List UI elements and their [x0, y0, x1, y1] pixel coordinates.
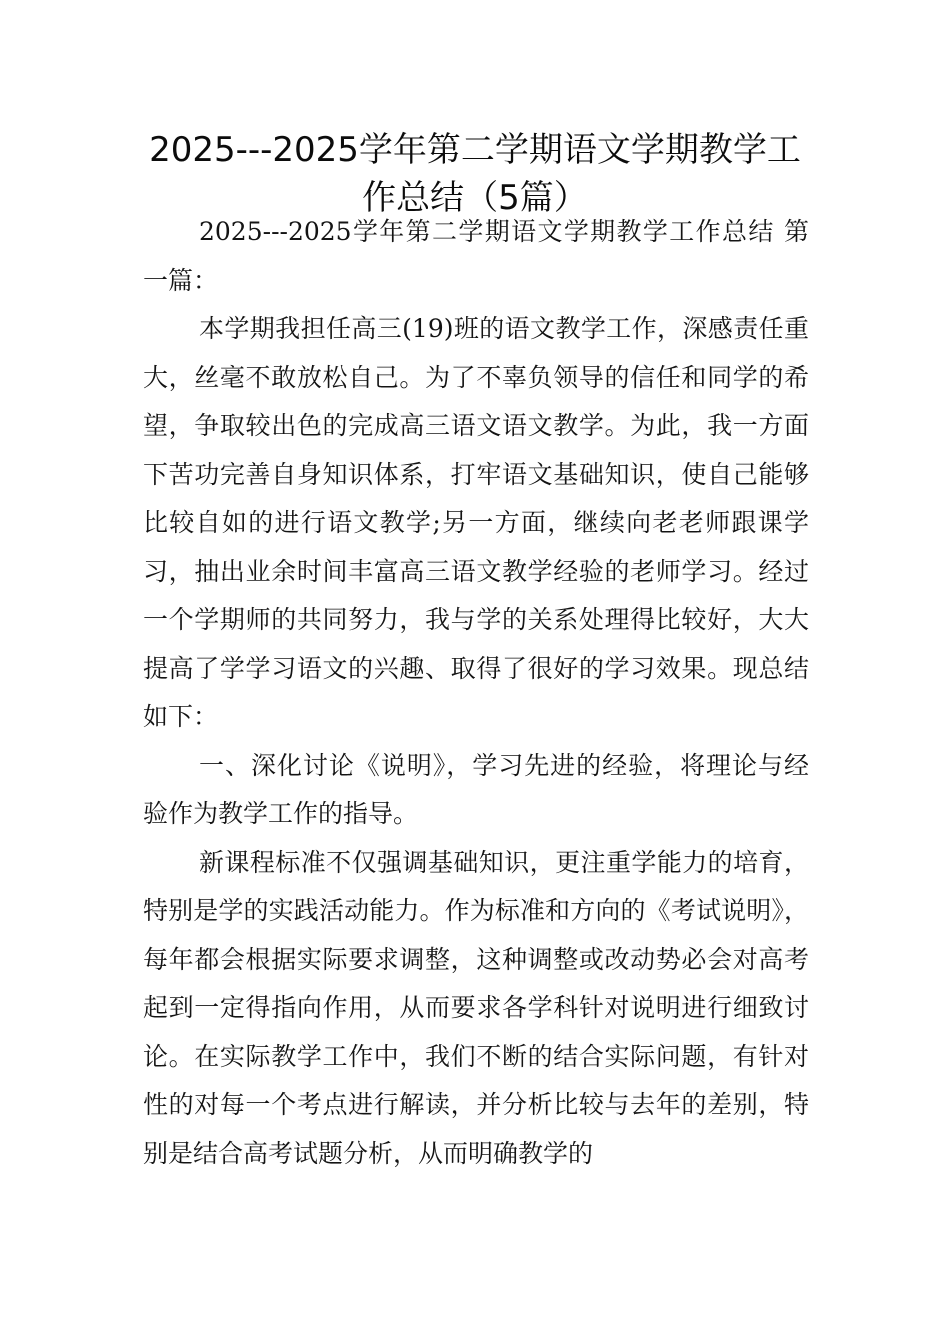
document-title-line-2: 作总结（5篇） — [362, 178, 588, 218]
paragraph-section-one-body: 新课程标准不仅强调基础知识，更注重学能力的培育，特别是学的实践活动能力。作为标准和方向的《考试说明》，每年都会根据实际要求调整，这种调整或改动势必会对高考起到一定得指向作用，从而要求各学科针对说明进行细致讨论。在实际教学工作中，我们不断的结合实际问题，有针对性的对每一个考点进行解读，并分析比较与去年的差别，特别是结合高考试题分析，从而明确教学的 — [143, 847, 809, 1168]
paragraph-overview: 本学期我担任高三(19)班的语文教学工作，深感责任重大，丝毫不敢放松自己。为了不辜负领导的信任和同学的希望，争取较出色的完成高三语文语文教学。为此，我一方面下苦功完善自身知识体系，打牢语文基础知识，使自己能够比较自如的进行语文教学;另一方面，继续向老老师跟课学习，抽出业余时间丰富高三语文教学经验的老师学习。经过一个学期师的共同努力，我与学的关系处理得比较好，大大提高了学学习语文的兴趣、取得了很好的学习效果。现总结如下： — [143, 314, 809, 731]
document-body — [143, 208, 809, 1178]
paragraph-intro: 2025---2025学年第二学期语文学期教学工作总结 第一篇： — [143, 217, 809, 295]
paragraph-section-one-heading: 一、深化讨论《说明》，学习先进的经验，将理论与经验作为教学工作的指导。 — [143, 750, 809, 828]
document-title-line-1: 2025---2025学年第二学期语文学期教学工 — [149, 130, 801, 170]
